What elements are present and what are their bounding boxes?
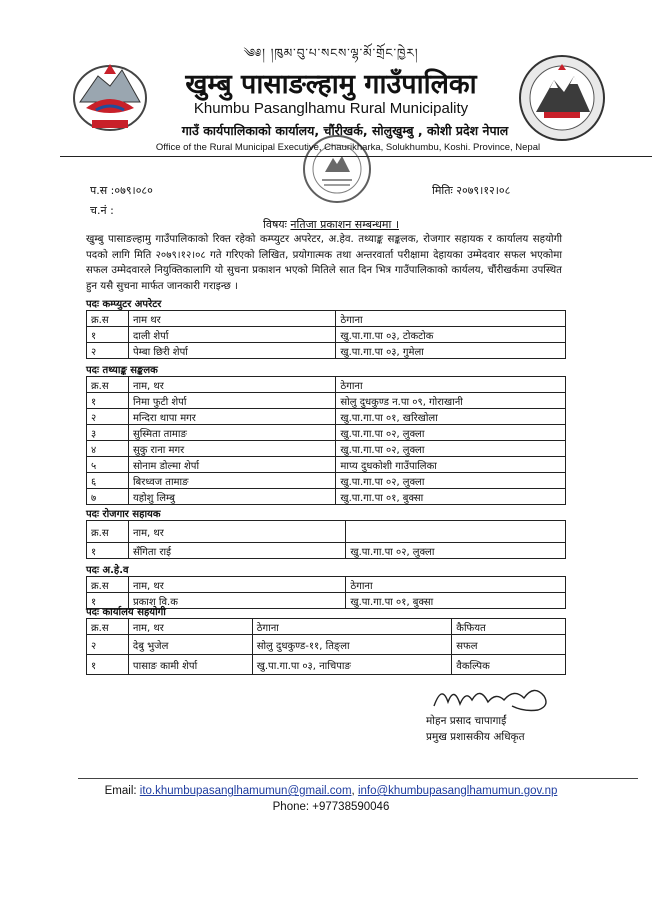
email-label: Email: <box>104 785 137 797</box>
table-cell: २ <box>87 343 129 359</box>
header-divider <box>60 156 652 157</box>
footer-email-line <box>0 785 662 797</box>
table-cell: १ <box>87 327 129 343</box>
municipality-title-english: Khumbu Pasanglhamu Rural Municipality <box>193 100 469 117</box>
table-row <box>87 327 566 343</box>
table-cell: पेम्बा छिरी शेर्पा <box>128 343 335 359</box>
table-cell: सुकु राना मगर <box>128 441 335 457</box>
table-cell: २ <box>87 635 129 655</box>
reference-number: प.स :०७९।०८० <box>90 184 153 197</box>
table-cell: २ <box>87 409 129 425</box>
table-cell: दाली शेर्पा <box>128 327 335 343</box>
table-cell: प्रकाश वि.क <box>128 593 345 609</box>
notice-body: खुम्बु पासाङल्हामु गाउँपालिकाको रिक्त रहेको कम्प्युटर अपरेटर, अ.हेव. तथ्याङ्क सङ्कलक, रोजगार सहायक र कार्यालय सहयोगी पदको लागि मिति २०७९।१२।०८ गते गरिएको लिखित, प्रयोगात्मक तथा अन्तरवार्ता परीक्षामा देहायका उम्मेदवार सफल भएकोमा सफल उम्मेदवारले नियुक्तिकालागि यो सुचना प्रकाशन भएको मितिले सात दिन भित्र गाउँपालिकाको कार्यलय, चौंरीखर्कमा उपस्थित हुन यसै सुचना मार्फत जानकारी गराइन्छ । <box>86 234 562 292</box>
table-cell: खु.पा.गा.पा ०१, बुक्सा <box>336 489 566 505</box>
section-label-office-assistant: पदः कार्यालय सहयोगी <box>86 607 166 618</box>
handwritten-signature-icon <box>428 676 558 716</box>
section-label-data-collector: पदः तथ्याङ्क सङ्कलक <box>86 365 158 376</box>
header-cell: क्र.स <box>87 377 129 393</box>
table-cell: यहोशु लिम्बु <box>128 489 335 505</box>
header-cell <box>346 521 566 543</box>
table-cell: खु.पा.गा.पा ०१, बुक्सा <box>346 593 566 609</box>
office-subtitle-nepali: गाउँ कार्यपालिकाको कार्यालय, चौंरीखर्क, सोलुखुम्बु , कोशी प्रदेश नेपाल <box>181 123 509 138</box>
header-cell: ठेगाना <box>336 377 566 393</box>
header-cell: क्र.स <box>87 577 129 593</box>
header-cell: ठेगाना <box>336 311 566 327</box>
table-cell: सोलु दुधकुण्ड न.पा ०९, गोराखानी <box>336 393 566 409</box>
table-cell: देबु भुजेल <box>128 635 252 655</box>
header-cell: क्र.स <box>87 311 129 327</box>
header-cell: नाम, थर <box>128 521 345 543</box>
table-cell: १ <box>87 593 129 609</box>
table-row <box>87 543 566 559</box>
table-header-row <box>87 311 566 327</box>
table-row <box>87 635 566 655</box>
municipality-title-nepali: खुम्बु पासाङल्हामु गाउँपालिका <box>185 69 477 100</box>
table-row <box>87 343 566 359</box>
office-subtitle-english: Office of the Rural Municipal Executive, Chaurikharka, Solukhumbu, Koshi. Province, Nepal <box>155 142 541 153</box>
table-cell: १ <box>87 543 129 559</box>
table-cell: सोनाम डोल्मा शेर्पा <box>128 457 335 473</box>
table-row <box>87 393 566 409</box>
signatory-title: प्रमुख प्रशासकीय अधिकृत <box>426 731 525 743</box>
table-office-assistant <box>86 618 566 675</box>
table-cell: ६ <box>87 473 129 489</box>
table-header-row <box>87 377 566 393</box>
table-cell: खु.पा.गा.पा ०२, लुक्ला <box>336 473 566 489</box>
table-cell: ५ <box>87 457 129 473</box>
header-cell: ठेगाना <box>252 619 452 635</box>
table-cell: खु.पा.गा.पा ०३, नाचिपाङ <box>252 655 452 675</box>
header-cell: ठेगाना <box>346 577 566 593</box>
table-header-row <box>87 577 566 593</box>
subject-text: नतिजा प्रकाशन सम्बन्धमा । <box>290 218 399 231</box>
section-label-health-assistant: पदः अ.हे.व <box>86 565 129 576</box>
table-cell: पासाङ कामी शेर्पा <box>128 655 252 675</box>
signatory-name: मोहन प्रसाद चापागाईं <box>426 715 507 727</box>
subject-line <box>0 217 662 232</box>
table-row <box>87 473 566 489</box>
table-cell: माप्य दुधकोशी गाउँपालिका <box>336 457 566 473</box>
email-link-ito[interactable]: ito.khumbupasanglhamumun@gmail.com <box>139 785 352 797</box>
table-cell: खु.पा.गा.पा ०१, खरिखोला <box>336 409 566 425</box>
table-cell: खु.पा.गा.पा ०२, लुक्ला <box>336 441 566 457</box>
table-cell: निमा फुटी शेर्पा <box>128 393 335 409</box>
header-cell: नाम थर <box>128 311 335 327</box>
footer-phone: Phone: +97738590046 <box>272 801 390 813</box>
subject-prefix: विषयः <box>262 218 287 231</box>
table-cell: सुस्मिता तामाङ <box>128 425 335 441</box>
header-cell: नाम, थर <box>128 577 345 593</box>
letter-date: मितिः २०७९।१२।०८ <box>432 184 511 197</box>
table-cell: खु.पा.गा.पा ०२, लुक्ला <box>336 425 566 441</box>
table-header-row <box>87 619 566 635</box>
table-computer-operator <box>86 310 566 359</box>
header-cell: क्र.स <box>87 521 129 543</box>
table-data-collector <box>86 376 566 505</box>
header-cell: कैफियत <box>452 619 566 635</box>
table-row <box>87 441 566 457</box>
table-employment-assistant <box>86 520 566 559</box>
header-cell: नाम, थर <box>128 377 335 393</box>
table-row <box>87 425 566 441</box>
table-cell: सोलु दुधकुण्ड-११, तिङ्ला <box>252 635 452 655</box>
table-cell: सँगिता राई <box>128 543 345 559</box>
section-label-employment-assistant: पदः रोजगार सहायक <box>86 509 161 520</box>
table-cell: खु.पा.गा.पा ०३, टोकटोक <box>336 327 566 343</box>
email-separator: , <box>351 785 355 797</box>
table-cell: ४ <box>87 441 129 457</box>
table-cell: १ <box>87 393 129 409</box>
table-cell: १ <box>87 655 129 675</box>
header-cell: क्र.स <box>87 619 129 635</box>
table-row <box>87 489 566 505</box>
table-cell: ७ <box>87 489 129 505</box>
table-cell: ३ <box>87 425 129 441</box>
email-link-info[interactable]: info@khumbupasanglhamumun.gov.np <box>357 785 558 797</box>
header-cell: नाम, थर <box>128 619 252 635</box>
dispatch-number: च.नं : <box>90 204 114 217</box>
table-header-row <box>87 521 566 543</box>
footer-divider <box>78 778 638 779</box>
table-cell: सफल <box>452 635 566 655</box>
table-cell: मन्दिरा थापा मगर <box>128 409 335 425</box>
table-cell: वैकल्पिक <box>452 655 566 675</box>
table-cell: बिरध्वज तामाङ <box>128 473 335 489</box>
table-row <box>87 409 566 425</box>
table-row <box>87 457 566 473</box>
section-label-computer-operator: पदः कम्प्युटर अपरेटर <box>86 299 162 310</box>
tibetan-header-line: ༄༅། །ཁུམ་བུ་པ་སངས་ལྷ་མོ་གྲོང་ཁྱེར། <box>243 46 419 60</box>
table-cell: खु.पा.गा.पा ०३, गुमेला <box>336 343 566 359</box>
table-row <box>87 655 566 675</box>
table-cell: खु.पा.गा.पा ०२, लुक्ला <box>346 543 566 559</box>
